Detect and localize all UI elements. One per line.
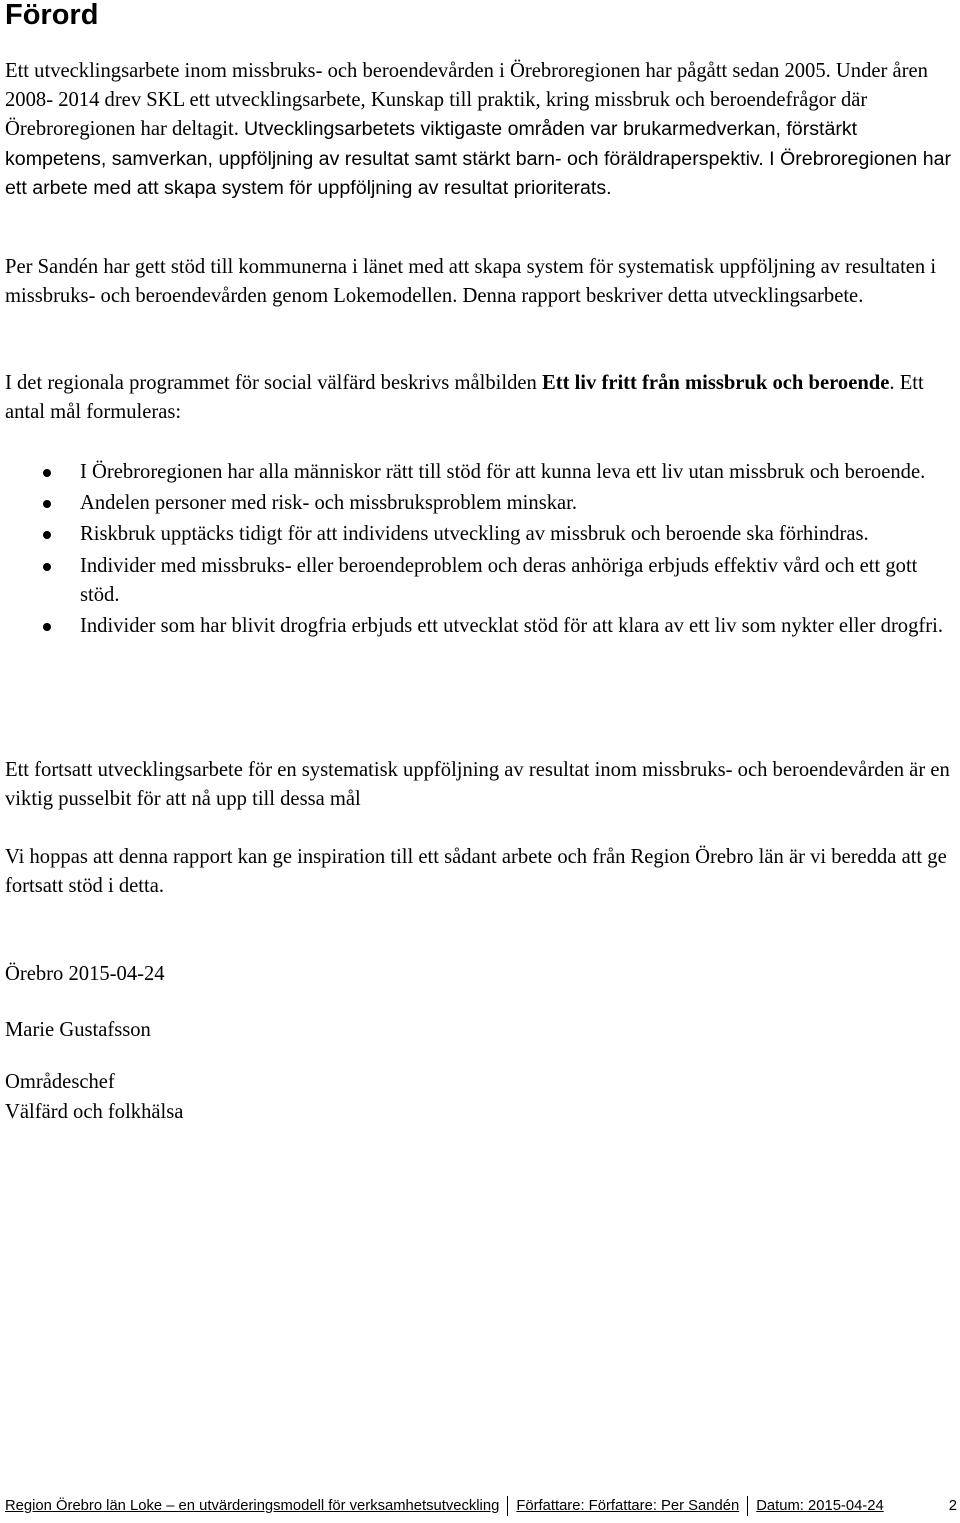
footer-date: Datum: 2015-04-24 (756, 1498, 884, 1514)
program-paragraph (5, 369, 955, 427)
page-number: 2 (948, 1498, 957, 1514)
goal-text: Individer som har blivit drogfria erbjuds ett utvecklat stöd för att klara av ett liv som nykter eller drogfri. (80, 615, 943, 638)
program-text-after: . Ett antal mål formuleras: (5, 372, 924, 424)
bullet-icon (43, 623, 51, 631)
list-item (5, 552, 955, 610)
signature-unit: Välfärd och folkhälsa (5, 1101, 184, 1123)
footer-org-title: Region Örebro län Loke – en utvärderingsmodell för verksamhetsutveckling (5, 1498, 500, 1514)
hope-paragraph: Vi hoppas att denna rapport kan ge inspiration till ett sådant arbete och från Region Örebro län är vi beredda att ge fortsatt stöd i detta. (5, 846, 947, 898)
signature-role: Områdeschef (5, 1071, 115, 1093)
footer-divider (747, 1496, 748, 1516)
continuation-paragraph: Ett fortsatt utvecklingsarbete för en systematisk uppföljning av resultat inom missbruks- och beroendevården är en viktig pusselbit för att nå upp till dessa mål (5, 759, 950, 811)
list-item (5, 612, 955, 641)
bullet-icon (43, 531, 51, 539)
bullet-icon (43, 563, 51, 571)
program-vision: Ett liv fritt från missbruk och beroende (541, 372, 890, 394)
signature-name: Marie Gustafsson (5, 1019, 151, 1041)
goal-text: I Örebroregionen har alla människor rätt till stöd för att kunna leva ett liv utan missbruk och beroende. (80, 461, 926, 483)
bullet-icon (43, 500, 51, 508)
program-text-before: I det regionala programmet för social välfärd beskrivs målbilden (5, 372, 542, 394)
page-title: Förord (5, 0, 99, 31)
list-item (5, 489, 955, 518)
goal-text: Riskbruk upptäcks tidigt för att individens utveckling av missbruk och beroende ska förhindras. (80, 523, 869, 546)
goal-text: Andelen personer med risk- och missbruksproblem minskar. (80, 492, 578, 515)
page-footer (5, 1496, 960, 1516)
list-item (5, 520, 955, 549)
footer-divider (507, 1496, 508, 1516)
list-item (5, 458, 955, 487)
intro-text-sans: Utvecklingsarbetets viktigaste områden var brukarmedverkan, förstärkt kompetens, samverkan, uppföljning av resultat samt stärkt barn- och föräldraperspektiv. I Örebroregionen har ett arbete med att skapa system för uppföljning av resultat prioriterats. (5, 118, 952, 199)
bullet-icon (43, 469, 51, 477)
goals-list (5, 458, 955, 643)
intro-text-serif: Ett utvecklingsarbete inom missbruks- och beroendevården i Örebroregionen har pågått sedan 2005. Under åren 2008- 2014 drev SKL ett utvecklingsarbete, Kunskap till praktik, kring missbruk och beroendefrågor där Örebroregionen har deltagit. (5, 60, 928, 141)
goal-text: Individer med missbruks- eller beroendeproblem och deras anhöriga erbjuds effektiv vård och ett gott stöd. (80, 554, 918, 606)
signature-place-date: Örebro 2015-04-24 (5, 963, 165, 985)
intro-paragraph (5, 57, 955, 203)
document-page (5, 0, 955, 1523)
support-paragraph: Per Sandén har gett stöd till kommunerna i länet med att skapa system för systematisk uppföljning av resultaten i missbruks- och beroendevården genom Lokemodellen. Denna rapport beskriver detta utvecklingsarbete. (5, 256, 937, 308)
footer-author: Författare: Författare: Per Sandén (516, 1498, 740, 1514)
